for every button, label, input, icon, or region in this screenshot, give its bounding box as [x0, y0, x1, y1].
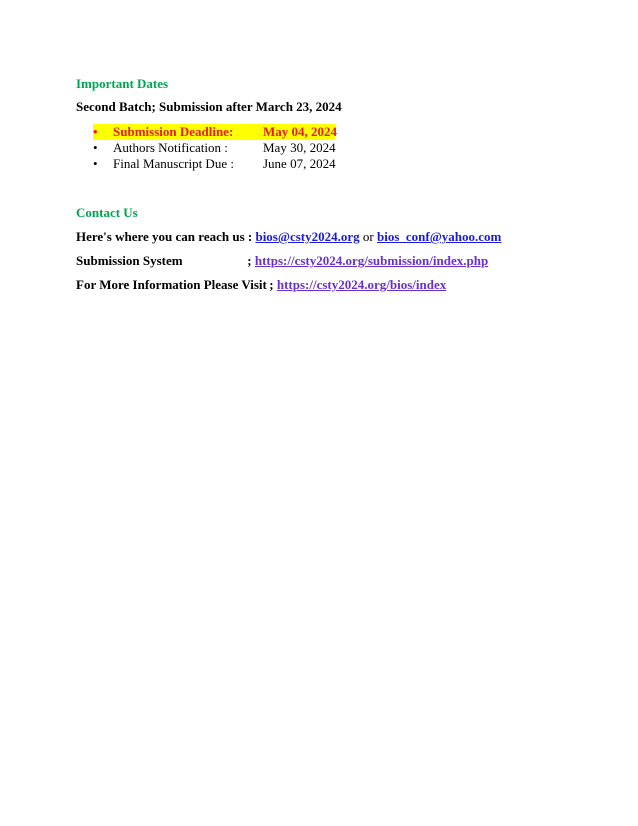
- date-item-submission-deadline: [93, 124, 338, 140]
- date-value: May 04, 2024: [263, 124, 338, 139]
- submission-system-label: Submission System: [76, 253, 183, 268]
- bullet-icon: •: [93, 140, 98, 155]
- contact-us-heading: Contact Us: [76, 205, 138, 220]
- batch-line: Second Batch; Submission after March 23, 2024: [76, 99, 342, 114]
- date-label: Authors Notification :: [113, 140, 228, 155]
- more-info-link[interactable]: https://csty2024.org/bios/index: [276, 277, 447, 292]
- email-link-secondary[interactable]: bios_conf@yahoo.com: [376, 229, 502, 244]
- submission-separator: ;: [247, 253, 252, 268]
- important-dates-heading: Important Dates: [76, 76, 169, 91]
- email-link-primary[interactable]: bios@csty2024.org: [255, 229, 360, 244]
- bullet-icon: •: [93, 156, 98, 171]
- date-value: June 07, 2024: [263, 156, 336, 171]
- date-item-authors-notification: [93, 140, 335, 156]
- reach-us-line: [76, 229, 501, 245]
- more-info-line: [76, 277, 446, 293]
- date-value: May 30, 2024: [263, 140, 336, 155]
- date-label: Submission Deadline:: [113, 124, 234, 139]
- date-label: Final Manuscript Due :: [113, 156, 234, 171]
- more-info-label: For More Information Please Visit: [76, 277, 267, 292]
- more-info-separator: ;: [269, 277, 274, 292]
- reach-us-label: Here's where you can reach us :: [76, 229, 253, 244]
- bullet-icon: •: [93, 124, 98, 139]
- submission-system-line: [76, 253, 488, 269]
- or-text: or: [362, 229, 374, 244]
- submission-system-link[interactable]: https://csty2024.org/submission/index.php: [254, 253, 489, 268]
- date-item-final-manuscript: [93, 156, 335, 172]
- important-dates-list: [93, 124, 338, 172]
